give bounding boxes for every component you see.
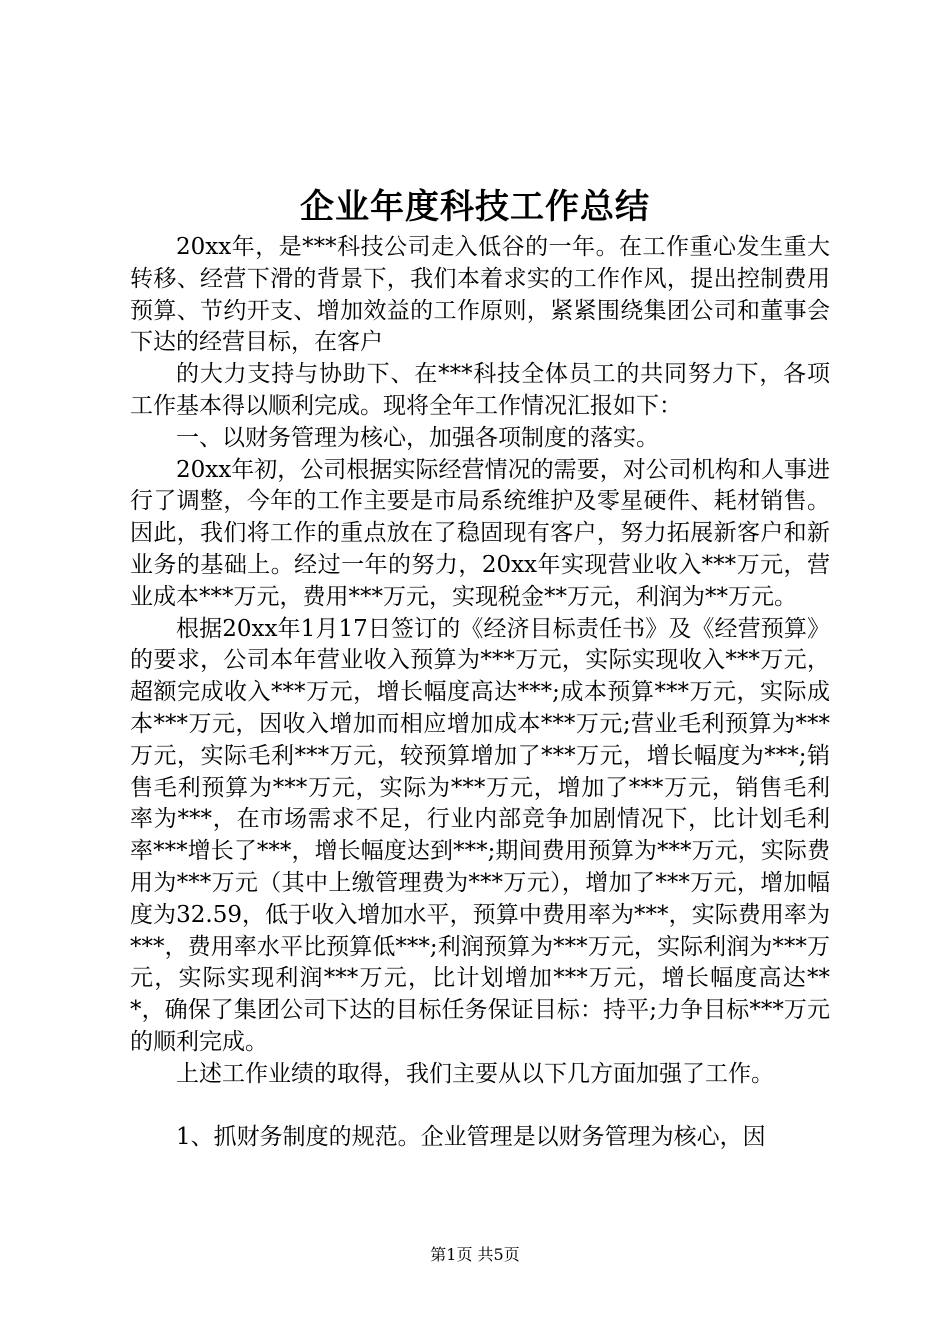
document-body: [130, 232, 830, 1153]
paragraph-intro-continued: 的大力支持与协助下、在***科技全体员工的共同努力下，各项工作基本得以顺利完成。现将全年工作情况汇报如下：: [130, 361, 830, 419]
paragraph-intro: 20xx年，是***科技公司走入低谷的一年。在工作重心发生重大转移、经营下滑的背景下，我们本着求实的工作作风，提出控制费用预算、节约开支、增加效益的工作原则，紧紧围绕集团公司和董事会下达的经营目标，在客户: [130, 234, 830, 356]
page-number: 第1页 共5页: [430, 1245, 520, 1264]
paragraph-budget-details: 根据20xx年1月17日签订的《经济目标责任书》及《经营预算》的要求，公司本年营业收入预算为***万元，实际实现收入***万元，超额完成收入***万元，增长幅度高达***;成本预算***万元，实际成本***万元，因收入增加而相应增加成本***万元;营业毛利预算为***万元，实际毛利***万元，较预算增加了***万元，增长幅度为***;销售毛利预算为***万元，实际为***万元，增加了***万元，销售毛利率为***，在市场需求不足，行业内部竞争加剧情况下，比计划毛利率***增长了***，增长幅度达到***;期间费用预算为***万元，实际费用为***万元（其中上缴管理费为***万元），增加了***万元，增加幅度为32.59，低于收入增加水平，预算中费用率为***，实际费用率为***，费用率水平比预算低***;利润预算为***万元，实际利润为***万元，实际实现利润***万元，比计划增加***万元，增长幅度高达***，确保了集团公司下达的目标任务保证目标：持平;力争目标***万元的顺利完成。: [130, 615, 831, 1055]
section-heading-1: 一、以财务管理为核心，加强各项制度的落实。: [176, 424, 659, 451]
document-title: 企业年度科技工作总结: [300, 187, 650, 227]
paragraph-overview: 20xx年初，公司根据实际经营情况的需要，对公司机构和人事进行了调整，今年的工作主要是市局系统维护及零星硬件、耗材销售。因此，我们将工作的重点放在了稳固现有客户，努力拓展新客户和新业务的基础上。经过一年的努力，20xx年实现营业收入***万元，营业成本***万元，费用***万元，实现税金**万元，利润为**万元。: [130, 456, 830, 610]
paragraph-summary: 上述工作业绩的取得，我们主要从以下几方面加强了工作。: [176, 1060, 774, 1087]
paragraph-item-1: 1、抓财务制度的规范。企业管理是以财务管理为核心，因: [176, 1123, 766, 1150]
